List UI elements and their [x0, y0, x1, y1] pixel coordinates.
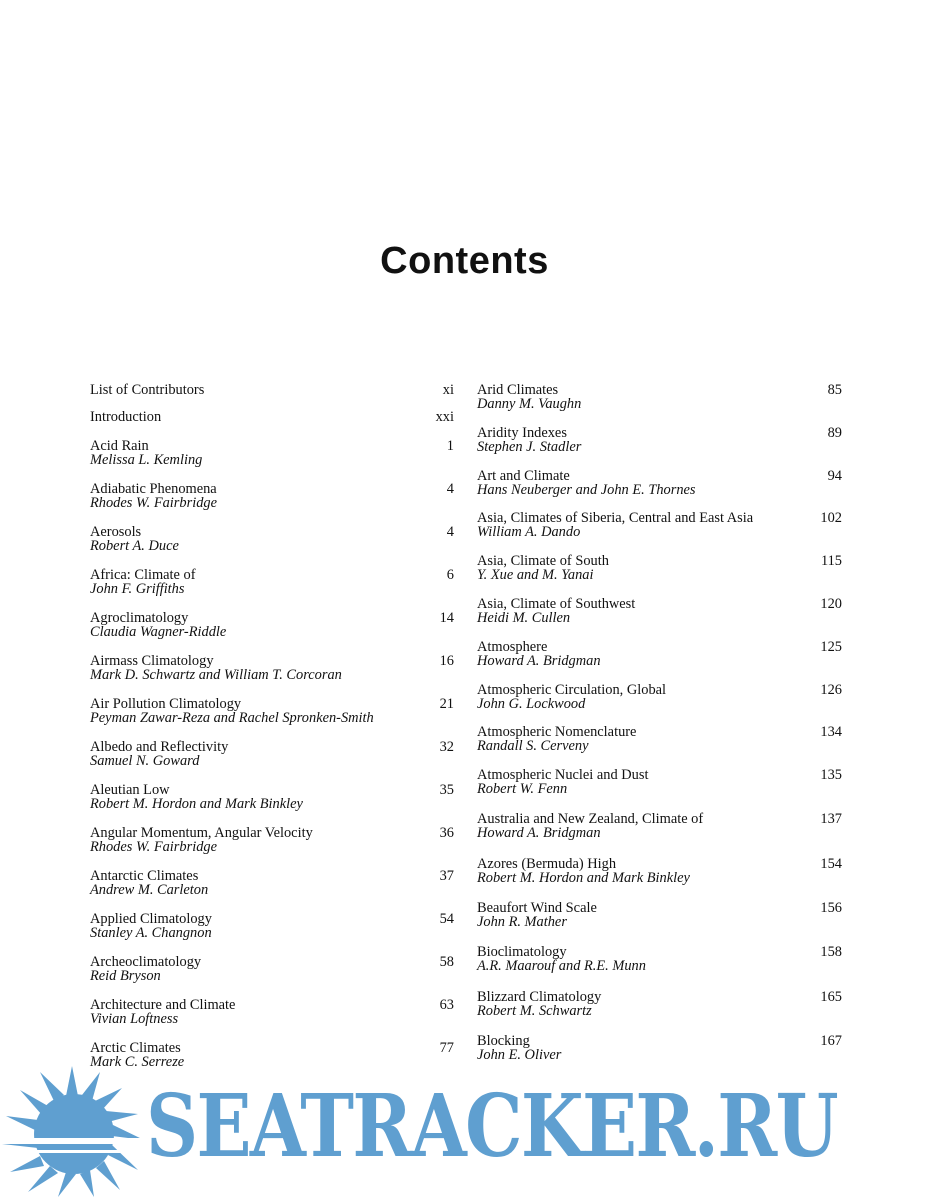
toc-entry[interactable] [90, 439, 454, 482]
toc-entry-title: Blocking [477, 1033, 530, 1049]
toc-entry[interactable] [477, 812, 842, 857]
toc-entry-author: Vivian Loftness [90, 1011, 179, 1027]
toc-entry-author: John R. Mather [477, 914, 567, 930]
toc-entry-page: 21 [439, 696, 454, 712]
toc-entry-page: 135 [820, 767, 842, 783]
toc-entry-title: Azores (Bermuda) High [477, 856, 617, 872]
toc-entry-title: Agroclimatology [90, 610, 189, 626]
toc-entry-page: 54 [439, 911, 454, 927]
toc-entry-title: Angular Momentum, Angular Velocity [90, 825, 313, 841]
toc-entry-page: 156 [820, 900, 842, 916]
toc-entry[interactable] [477, 640, 842, 683]
toc-entry-page: 4 [446, 524, 454, 540]
toc-entry-page: 94 [827, 468, 842, 484]
toc-entry-page: 35 [439, 782, 454, 798]
toc-entry-page: 115 [820, 553, 842, 569]
toc-entry-title: Asia, Climate of Southwest [477, 596, 636, 612]
toc-entry[interactable] [90, 383, 454, 410]
toc-entry[interactable] [90, 740, 454, 783]
toc-entry[interactable] [90, 998, 454, 1041]
toc-entry[interactable] [477, 990, 842, 1034]
toc-left-column [90, 383, 454, 1084]
toc-entry-title: Arid Climates [477, 382, 559, 398]
toc-entry-page: 137 [820, 811, 842, 827]
toc-entry-title: Aridity Indexes [477, 425, 567, 441]
toc-entry-author: John F. Griffiths [90, 581, 185, 597]
toc-entry-page: 58 [439, 954, 454, 970]
toc-entry-page: 167 [820, 1033, 842, 1049]
toc-entry-title: Antarctic Climates [90, 868, 199, 884]
toc-entry[interactable] [90, 955, 454, 998]
toc-entry-page: 77 [439, 1040, 454, 1056]
toc-entry-page: 120 [820, 596, 842, 612]
toc-entry-author: Mark D. Schwartz and William T. Corcoran [90, 667, 342, 683]
toc-entry-page: 125 [820, 639, 842, 655]
toc-entry-author: John E. Oliver [477, 1047, 562, 1063]
watermark [0, 1058, 929, 1197]
toc-entry-author: Robert M. Hordon and Mark Binkley [477, 870, 690, 886]
toc-entry[interactable] [90, 654, 454, 697]
toc-entry-author: Howard A. Bridgman [477, 653, 601, 669]
toc-entry-page: 102 [820, 510, 842, 526]
toc-entry[interactable] [477, 511, 842, 554]
toc-entry-page: 37 [439, 868, 454, 884]
toc-entry[interactable] [477, 945, 842, 990]
toc-entry-title: Aleutian Low [90, 782, 170, 798]
toc-entry-page: 6 [446, 567, 454, 583]
toc-entry-author: Howard A. Bridgman [477, 825, 601, 841]
toc-entry[interactable] [90, 869, 454, 912]
toc-entry[interactable] [90, 783, 454, 826]
toc-entry[interactable] [477, 383, 842, 426]
toc-entry-title: Adiabatic Phenomena [90, 481, 217, 497]
toc-entry-page: 1 [446, 438, 454, 454]
toc-entry-author: William A. Dando [477, 524, 581, 540]
toc-entry[interactable] [477, 857, 842, 901]
toc-entry-author: Danny M. Vaughn [477, 396, 582, 412]
toc-entry-page: 14 [439, 610, 454, 626]
toc-entry-author: Samuel N. Goward [90, 753, 200, 769]
toc-entry[interactable] [477, 768, 842, 812]
toc-entry-title: Acid Rain [90, 438, 149, 454]
toc-entry-page: 36 [439, 825, 454, 841]
toc-entry-title: Air Pollution Climatology [90, 696, 242, 712]
toc-entry[interactable] [477, 725, 842, 768]
toc-entry-author: Melissa L. Kemling [90, 452, 203, 468]
toc-entry-author: Reid Bryson [90, 968, 161, 984]
toc-entry[interactable] [90, 482, 454, 525]
toc-right-column [477, 383, 842, 1077]
toc-entry[interactable] [90, 912, 454, 955]
toc-entry-author: Rhodes W. Fairbridge [90, 839, 217, 855]
toc-entry-author: Robert A. Duce [90, 538, 179, 554]
toc-entry-author: Peyman Zawar-Reza and Rachel Spronken-Smith [90, 710, 374, 726]
toc-entry-title: Beaufort Wind Scale [477, 900, 597, 916]
toc-entry-author: Y. Xue and M. Yanai [477, 567, 594, 583]
toc-entry[interactable] [90, 525, 454, 568]
toc-entry-author: Claudia Wagner-Riddle [90, 624, 227, 640]
toc-entry-page: 165 [820, 989, 842, 1005]
toc-entry-title: Albedo and Reflectivity [90, 739, 229, 755]
toc-entry[interactable] [477, 683, 842, 725]
toc-entry-author: Rhodes W. Fairbridge [90, 495, 217, 511]
toc-entry-author: Hans Neuberger and John E. Thornes [477, 482, 696, 498]
toc-entry-title: Australia and New Zealand, Climate of [477, 811, 704, 827]
toc-entry-title: Africa: Climate of [90, 567, 196, 583]
toc-entry-page: 158 [820, 944, 842, 960]
toc-entry[interactable] [477, 469, 842, 511]
toc-entry-page: 126 [820, 682, 842, 698]
toc-entry-title: Atmospheric Nuclei and Dust [477, 767, 649, 783]
toc-entry-title: Atmospheric Circulation, Global [477, 682, 667, 698]
toc-entry-title: Atmospheric Nomenclature [477, 724, 637, 740]
toc-entry-title: Atmosphere [477, 639, 548, 655]
toc-entry-author: Stanley A. Changnon [90, 925, 212, 941]
toc-entry-title: Art and Climate [477, 468, 570, 484]
toc-entry[interactable] [477, 426, 842, 469]
toc-entry-author: Heidi M. Cullen [477, 610, 571, 626]
toc-entry[interactable] [477, 597, 842, 640]
toc-entry[interactable] [90, 568, 454, 611]
toc-entry-page: 154 [820, 856, 842, 872]
toc-entry[interactable] [90, 410, 454, 439]
toc-entry-page: 16 [439, 653, 454, 669]
toc-entry-author: Robert M. Hordon and Mark Binkley [90, 796, 303, 812]
toc-entry-author: John G. Lockwood [477, 696, 586, 712]
toc-entry-author: A.R. Maarouf and R.E. Munn [477, 958, 646, 974]
toc-entry-title: Asia, Climates of Siberia, Central and East Asia [477, 510, 754, 526]
page-title: Contents [380, 240, 549, 282]
toc-entry-title: Bioclimatology [477, 944, 567, 960]
toc-entry-title: Aerosols [90, 524, 142, 540]
toc-entry[interactable] [90, 611, 454, 654]
toc-entry[interactable] [477, 554, 842, 597]
toc-entry-page: xxi [435, 409, 454, 425]
toc-entry-author: Robert W. Fenn [477, 781, 568, 797]
toc-entry-author: Stephen J. Stadler [477, 439, 582, 455]
toc-entry-title: Introduction [90, 409, 162, 425]
toc-entry[interactable] [477, 901, 842, 945]
toc-entry-page: 89 [827, 425, 842, 441]
toc-entry-title: Applied Climatology [90, 911, 212, 927]
toc-entry-page: 32 [439, 739, 454, 755]
watermark-text: SEATRACKER.RU [146, 1076, 837, 1177]
toc-entry-author: Andrew M. Carleton [90, 882, 209, 898]
toc-entry-page: 63 [439, 997, 454, 1013]
toc-entry-title: Asia, Climate of South [477, 553, 609, 569]
sun-shape [2, 1066, 144, 1197]
toc-entry-title: List of Contributors [90, 382, 205, 398]
toc-entry-page: 85 [827, 382, 842, 398]
toc-entry-page: 134 [820, 724, 842, 740]
toc-entry-title: Airmass Climatology [90, 653, 214, 669]
toc-entry-author: Robert M. Schwartz [477, 1003, 592, 1019]
toc-entry-page: xi [442, 382, 454, 398]
toc-entry-title: Blizzard Climatology [477, 989, 602, 1005]
toc-entry-author: Mark C. Serreze [90, 1054, 185, 1070]
toc-entry[interactable] [90, 697, 454, 740]
toc-entry[interactable] [90, 826, 454, 869]
toc-entry-page: 4 [446, 481, 454, 497]
sun-icon [0, 1058, 150, 1197]
toc-entry-title: Architecture and Climate [90, 997, 236, 1013]
toc-entry-title: Arctic Climates [90, 1040, 181, 1056]
toc-entry-author: Randall S. Cerveny [477, 738, 589, 754]
toc-entry-title: Archeoclimatology [90, 954, 202, 970]
